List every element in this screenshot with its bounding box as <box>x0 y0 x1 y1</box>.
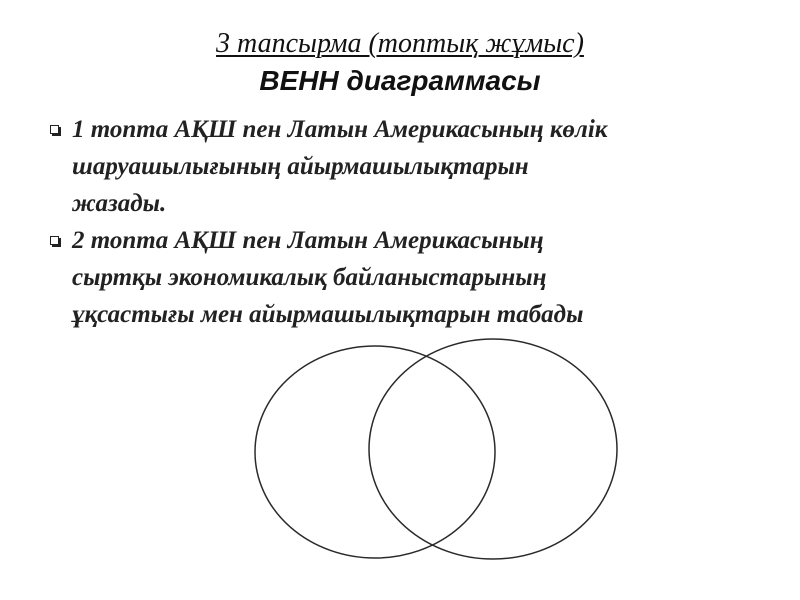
task-item-2-line-1: 2 топта АҚШ пен Латын Америкасының <box>72 227 544 254</box>
task-title: 3 тапсырма (топтық жұмыс) <box>216 28 584 59</box>
diagram-title: ВЕНН диаграммасы <box>259 65 541 96</box>
task-item-1-line-3: жазады. <box>72 190 167 217</box>
task-item-1-line-2: шаруашылығының айырмашылықтарын <box>72 153 529 180</box>
task-item-2-line-3: ұқсастығы мен айырмашылықтарын табады <box>72 301 584 328</box>
venn-left-circle <box>255 346 495 558</box>
task-item-1-line-1: 1 топта АҚШ пен Латын Америкасының көлік <box>72 116 608 143</box>
task-item-2-line-2: сыртқы экономикалық байланыстарының <box>72 264 547 291</box>
venn-right-circle <box>369 339 617 559</box>
